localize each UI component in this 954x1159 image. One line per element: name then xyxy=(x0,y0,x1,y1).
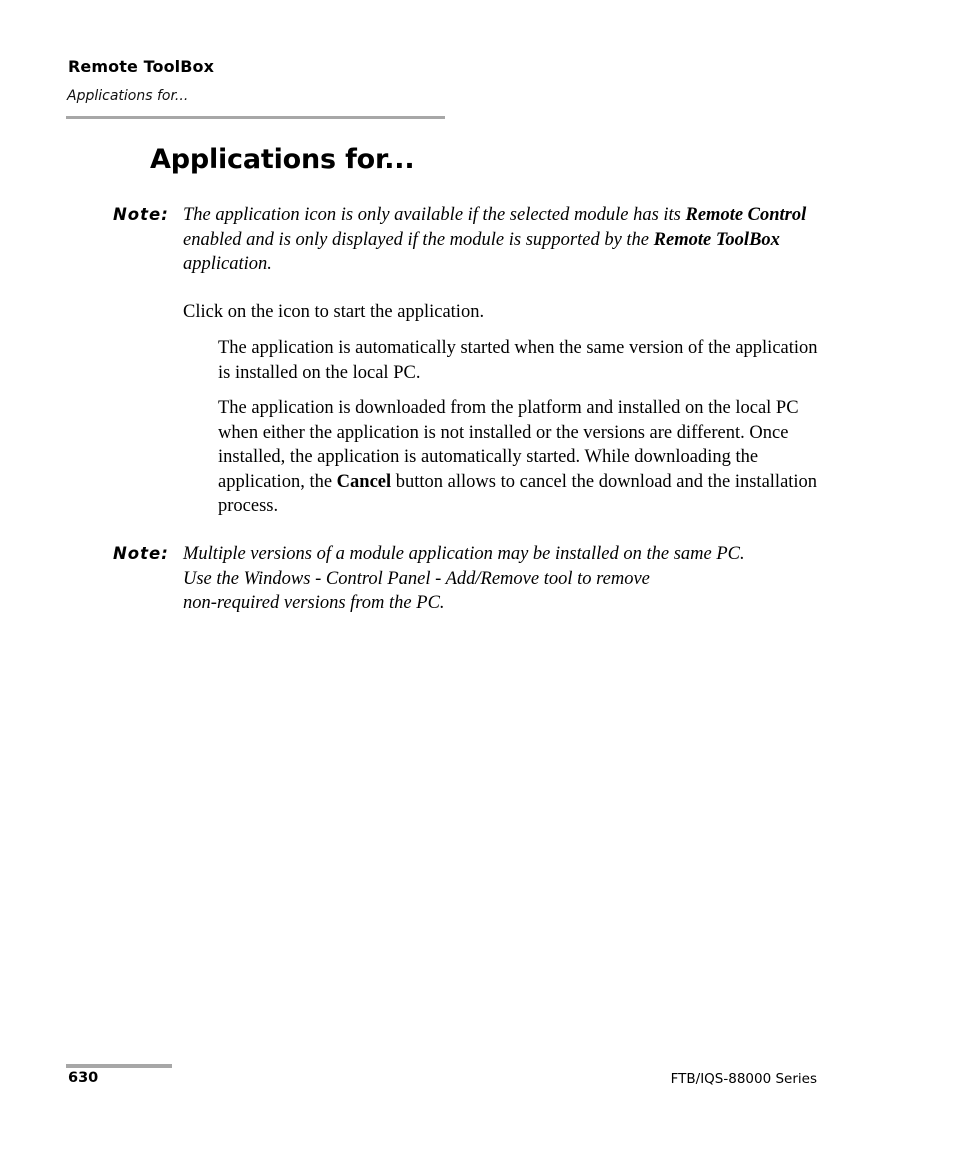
note-line: Multiple versions of a module application may be installed on the same PC. xyxy=(183,544,745,564)
note-text-segment: enabled and is only displayed if the module is supported by the xyxy=(183,229,654,250)
auto-start-paragraph: The application is automatically started when the same version of the application is installed on the local PC. xyxy=(218,338,818,383)
note-text xyxy=(183,542,823,616)
download-text-segment: button allows to cancel the download and the installation process. xyxy=(218,471,818,517)
click-instruction: Click on the icon to start the application. xyxy=(183,302,485,322)
page-title: Applications for... xyxy=(150,144,415,175)
note-line: non-required versions from the PC. xyxy=(183,593,445,613)
note-bold-remote-toolbox: Remote ToolBox xyxy=(653,229,780,250)
cancel-button-reference: Cancel xyxy=(336,471,392,492)
note-text-segment: application. xyxy=(183,254,272,274)
note-label: Note: xyxy=(113,205,169,224)
product-series: FTB/IQS-88000 Series xyxy=(670,1071,817,1087)
page-number: 630 xyxy=(68,1070,99,1086)
header-rule xyxy=(66,116,445,119)
footer-rule xyxy=(66,1064,172,1068)
note-label: Note: xyxy=(113,544,169,563)
note-text-segment: The application icon is only available if the selected module has its xyxy=(183,205,686,225)
download-paragraph xyxy=(218,396,823,519)
download-text-segment: The application is downloaded from the platform and installed on the local PC when either the application is not installed or the versions are different. Once installed, the application is automatically started. While downloading the application, the xyxy=(218,398,799,492)
note-bold-remote-control: Remote Control xyxy=(685,205,807,225)
running-header-subtitle: Applications for... xyxy=(67,88,189,104)
note-line: Use the Windows - Control Panel - Add/Remove tool to remove xyxy=(183,568,650,589)
running-header-title: Remote ToolBox xyxy=(68,57,215,76)
note-text xyxy=(183,203,823,277)
